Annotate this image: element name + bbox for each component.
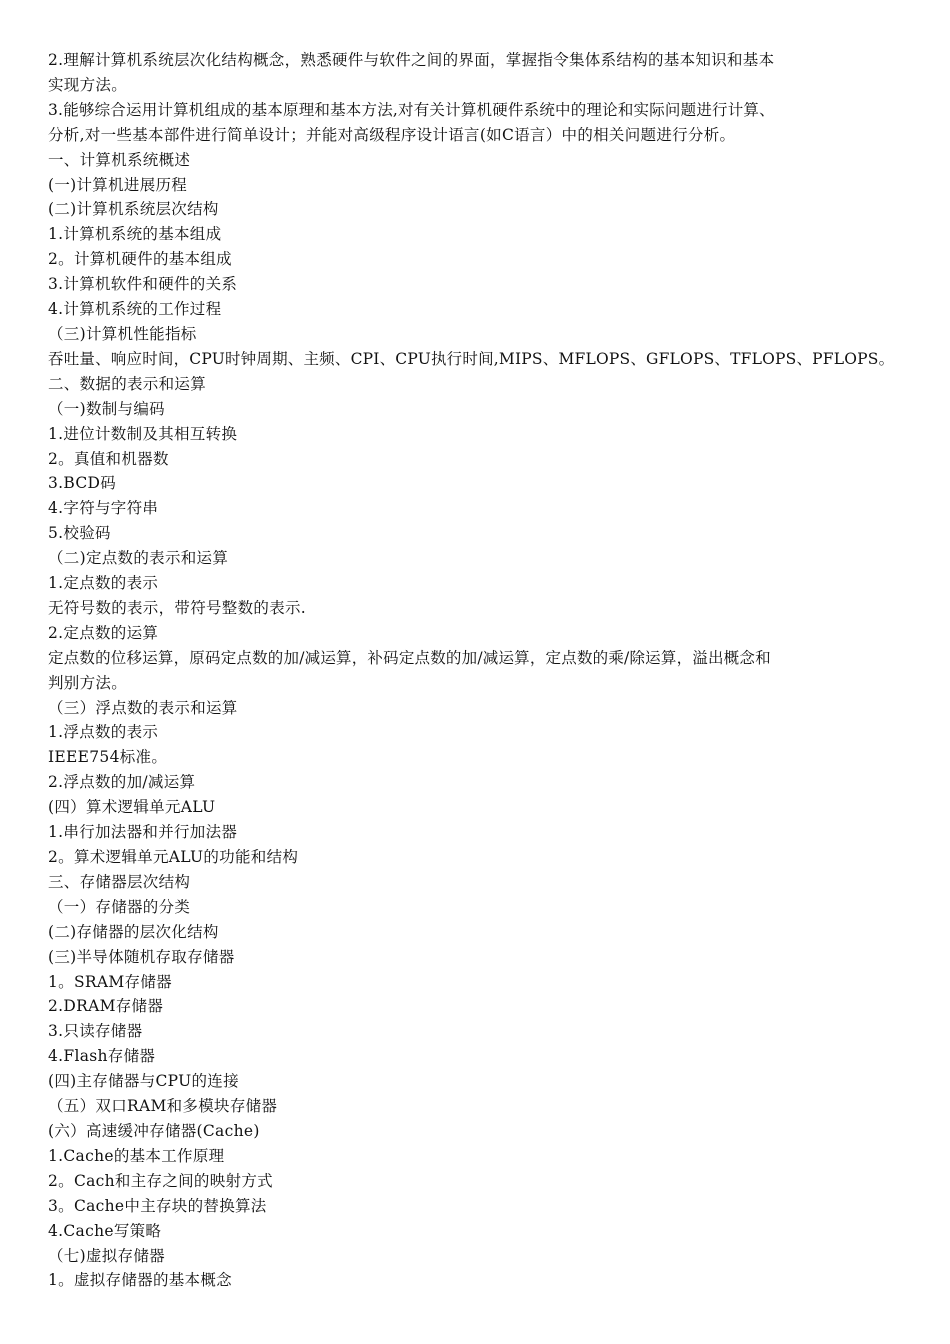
- subsection-heading: (三)半导体随机存取存储器: [48, 947, 235, 966]
- list-item: 2。计算机硬件的基本组成: [48, 250, 232, 269]
- subsection-heading: (一)计算机进展历程: [48, 175, 188, 194]
- list-item: 4.计算机系统的工作过程: [48, 300, 222, 319]
- subsection-heading: (四)主存储器与CPU的连接: [48, 1072, 239, 1091]
- subsection-heading: （三)计算机性能指标: [48, 324, 197, 343]
- section-heading: 三、存储器层次结构: [48, 872, 191, 891]
- body-text-line: 吞吐量、响应时间，CPU时钟周期、主频、CPI、CPU执行时间,MIPS、MFLOPS、GFLOPS、TFLOPS、PFLOPS。: [48, 349, 895, 368]
- document-page: [48, 48, 908, 1293]
- list-item: 1.计算机系统的基本组成: [48, 225, 222, 244]
- body-text-line: 分析,对一些基本部件进行简单设计；并能对高级程序设计语言(如C语言）中的相关问题进行分析。: [48, 125, 736, 144]
- subsection-heading: （一）存储器的分类: [48, 897, 191, 916]
- subsection-heading: （一)数制与编码: [48, 399, 165, 418]
- list-item: 2.浮点数的加/减运算: [48, 773, 196, 792]
- list-item: 1.Cache的基本工作原理: [48, 1146, 225, 1165]
- section-heading: 一、计算机系统概述: [48, 150, 191, 169]
- list-item: 3.只读存储器: [48, 1022, 143, 1041]
- list-item: 2。真值和机器数: [48, 449, 169, 468]
- body-text-line: 2.理解计算机系统层次化结构概念，熟悉硬件与软件之间的界面，掌握指令集体系结构的基本知识和基本: [48, 51, 775, 69]
- body-text-line: 定点数的位移运算，原码定点数的加/减运算，补码定点数的加/减运算，定点数的乘/除运算，溢出概念和: [48, 648, 771, 667]
- list-item: 1.串行加法器和并行加法器: [48, 823, 238, 842]
- subsection-heading: (四）算术逻辑单元ALU: [48, 798, 216, 817]
- list-item: 4.Flash存储器: [48, 1047, 156, 1066]
- list-item: 3.BCD码: [48, 474, 117, 493]
- list-item: 1.定点数的表示: [48, 574, 159, 593]
- list-item: 1.进位计数制及其相互转换: [48, 424, 238, 443]
- list-item: 2。Cach和主存之间的映射方式: [48, 1171, 273, 1190]
- section-heading: 二、数据的表示和运算: [48, 374, 207, 393]
- subsection-heading: (六）高速缓冲存储器(Cache): [48, 1121, 260, 1140]
- body-text-line: IEEE754标准。: [48, 748, 168, 767]
- body-text-line: 判别方法。: [48, 673, 128, 692]
- subsection-heading: （五）双口RAM和多模块存储器: [48, 1097, 278, 1116]
- list-item: 4.Cache写策略: [48, 1221, 162, 1240]
- subsection-heading: （七)虚拟存储器: [48, 1246, 165, 1265]
- subsection-heading: (二)计算机系统层次结构: [48, 200, 219, 219]
- list-item: 1。虚拟存储器的基本概念: [48, 1271, 232, 1290]
- list-item: 1.浮点数的表示: [48, 723, 159, 742]
- list-item: 5.校验码: [48, 524, 111, 543]
- body-text-line: 实现方法。: [48, 75, 128, 94]
- subsection-heading: （二)定点数的表示和运算: [48, 549, 229, 568]
- list-item: 1。SRAM存储器: [48, 972, 172, 991]
- subsection-heading: （三）浮点数的表示和运算: [48, 698, 238, 717]
- list-item: 4.字符与字符串: [48, 499, 159, 518]
- list-item: 3。Cache中主存块的替换算法: [48, 1196, 267, 1215]
- body-text-line: 3.能够综合运用计算机组成的基本原理和基本方法,对有关计算机硬件系统中的理论和实际问题进行计算、: [48, 100, 775, 119]
- body-text-line: 无符号数的表示，带符号整数的表示.: [48, 598, 307, 617]
- list-item: 2.定点数的运算: [48, 623, 159, 642]
- subsection-heading: (二)存储器的层次化结构: [48, 922, 219, 941]
- list-item: 2.DRAM存储器: [48, 997, 164, 1016]
- list-item: 3.计算机软件和硬件的关系: [48, 275, 238, 294]
- list-item: 2。算术逻辑单元ALU的功能和结构: [48, 848, 299, 866]
